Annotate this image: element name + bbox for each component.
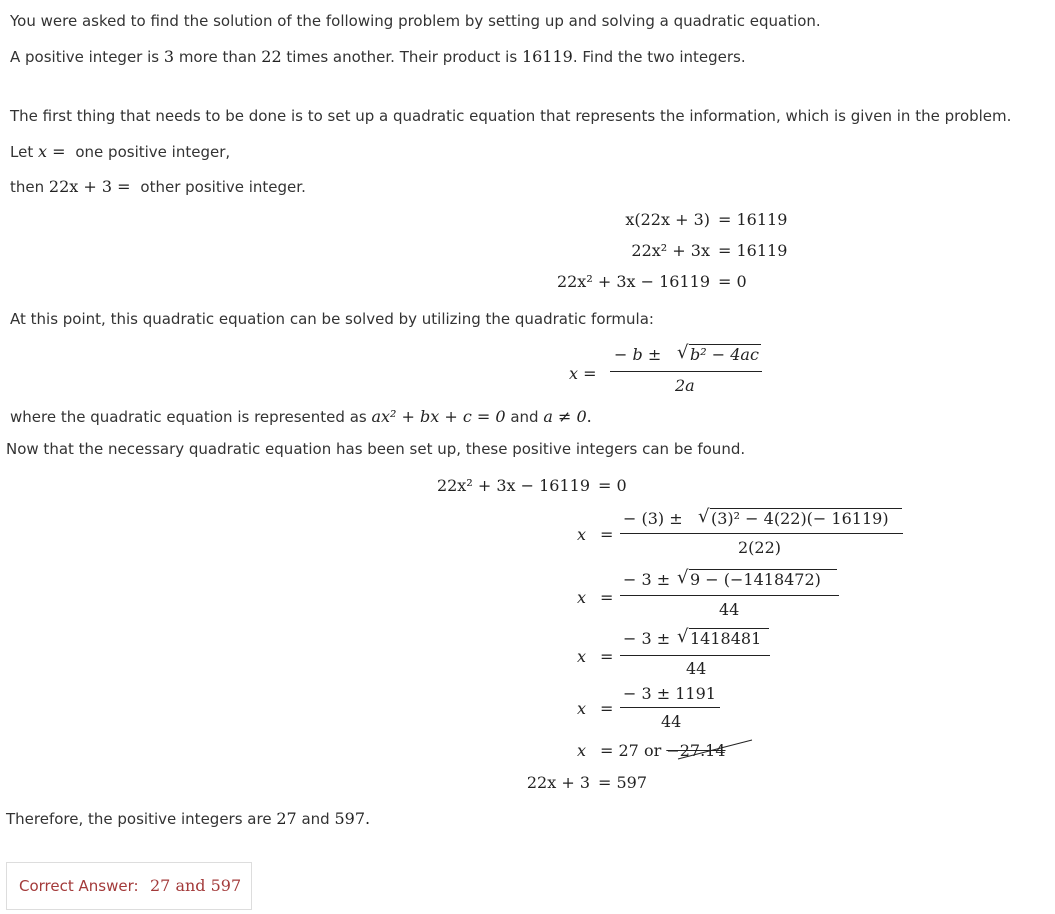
problem-number-16119: 16119 (521, 47, 573, 66)
sqrt-icon: √ (677, 567, 689, 588)
solve-row2-radicand: 9 − (−1418472) (690, 570, 821, 589)
let-line (10, 142, 230, 161)
formula-lhs: x = (569, 364, 597, 383)
where-period: . (586, 407, 592, 426)
sqrt-icon: √ (677, 626, 689, 647)
formula-intro: At this point, this quadratic equation can be solved by utilizing the quadratic formula: (10, 310, 654, 328)
conclusion-and: and (296, 810, 335, 828)
solve-row4-equals: = (600, 699, 614, 718)
solve-row2-denominator: 44 (719, 600, 740, 619)
then-equals: = (112, 177, 136, 196)
formula-radicand: b² − 4ac (690, 345, 759, 364)
where-condition: a ≠ 0 (543, 407, 587, 426)
solve-row2-fraction-bar (620, 595, 839, 596)
conclusion-number-2: 597 (334, 809, 365, 828)
then-description: other positive integer. (140, 178, 306, 196)
solve-row1-radicand: (3)² − 4(22)(− 16119) (711, 509, 889, 528)
now-line: Now that the necessary quadratic equation has been set up, these positive integers can be found. (6, 440, 746, 458)
intro-text: You were asked to find the solution of the following problem by setting up and solving a quadratic equation. (10, 12, 821, 30)
problem-number-3: 3 (163, 47, 175, 66)
solve-row1-numerator-prefix: − (3) ± (623, 509, 683, 528)
formula-numerator-prefix: − b ± (614, 345, 662, 364)
solve-row1-denominator: 2(22) (738, 538, 782, 557)
conclusion (6, 809, 370, 828)
then-line (10, 177, 306, 196)
solve-row3-numerator-prefix: − 3 ± (623, 629, 671, 648)
let-variable: x (37, 142, 48, 161)
solve-row5-value: = 27 or (600, 741, 667, 760)
problem-text-c: times another. Their product is (281, 48, 522, 66)
solve-row6-rhs: = 597 (598, 773, 648, 792)
let-description: one positive integer, (75, 143, 231, 161)
sqrt-icon: √ (698, 506, 710, 527)
setup-text: The first thing that needs to be done is to set up a quadratic equation that represents the information, which is given in the problem. (10, 107, 1012, 125)
solve-row4-denominator: 44 (661, 712, 682, 731)
where-line (10, 407, 592, 426)
solve-row2-equals: = (600, 588, 614, 607)
equation-2-rhs: = 16119 (718, 241, 788, 260)
solve-row2-numerator-prefix: − 3 ± (623, 570, 671, 589)
solve-row3-lhs: x (577, 647, 587, 666)
solve-row0-rhs: = 0 (598, 476, 627, 495)
solve-row2-lhs: x (577, 588, 587, 607)
equation-1-rhs: = 16119 (718, 210, 788, 229)
conclusion-period: . (365, 809, 371, 828)
solve-row5-lhs: x (577, 741, 587, 760)
solve-row3-equals: = (600, 647, 614, 666)
problem-statement (10, 47, 746, 66)
where-text: where the quadratic equation is represented as (10, 408, 372, 426)
let-equals: = (47, 142, 71, 161)
formula-fraction-bar (610, 371, 762, 372)
problem-text-b: more than (174, 48, 262, 66)
solve-row3-fraction-bar (620, 655, 770, 656)
problem-text-d: . Find the two integers. (572, 48, 746, 66)
solve-row4-numerator: − 3 ± 1191 (623, 684, 716, 703)
solve-row3-denominator: 44 (686, 659, 707, 678)
where-expression: ax² + bx + c = 0 (371, 407, 506, 426)
solve-row4-lhs: x (577, 699, 587, 718)
correct-answer-value: 27 and 597 (150, 876, 242, 895)
strike-through-mark (676, 737, 756, 763)
conclusion-text: Therefore, the positive integers are (6, 810, 277, 828)
solve-row1-lhs: x (577, 525, 587, 544)
sqrt-icon: √ (677, 342, 689, 363)
where-and: and (505, 408, 544, 426)
formula-denominator: 2a (675, 376, 695, 395)
correct-answer-box (6, 862, 252, 910)
equation-3-rhs: = 0 (718, 272, 747, 291)
solve-row3-radicand: 1418481 (690, 629, 762, 648)
correct-answer-label: Correct Answer: (19, 877, 139, 895)
solve-row1-fraction-bar (620, 533, 903, 534)
solve-row6-lhs: 22x + 3 (526, 773, 590, 792)
solve-row0-lhs: 22x² + 3x − 16119 (436, 476, 590, 495)
let-text: Let (10, 143, 38, 161)
solve-row1-equals: = (600, 525, 614, 544)
equation-2-lhs: 22x² + 3x (631, 241, 710, 260)
conclusion-number-1: 27 (276, 809, 297, 828)
solve-row4-fraction-bar (620, 707, 720, 708)
problem-number-22: 22 (261, 47, 282, 66)
then-expression: 22x + 3 (48, 177, 113, 196)
solve-row5-rejected-root: −27.14 (666, 741, 726, 760)
equation-3-lhs: 22x² + 3x − 16119 (556, 272, 710, 291)
equation-1-lhs: x(22x + 3) (625, 210, 710, 229)
then-text: then (10, 178, 49, 196)
problem-text-a: A positive integer is (10, 48, 164, 66)
